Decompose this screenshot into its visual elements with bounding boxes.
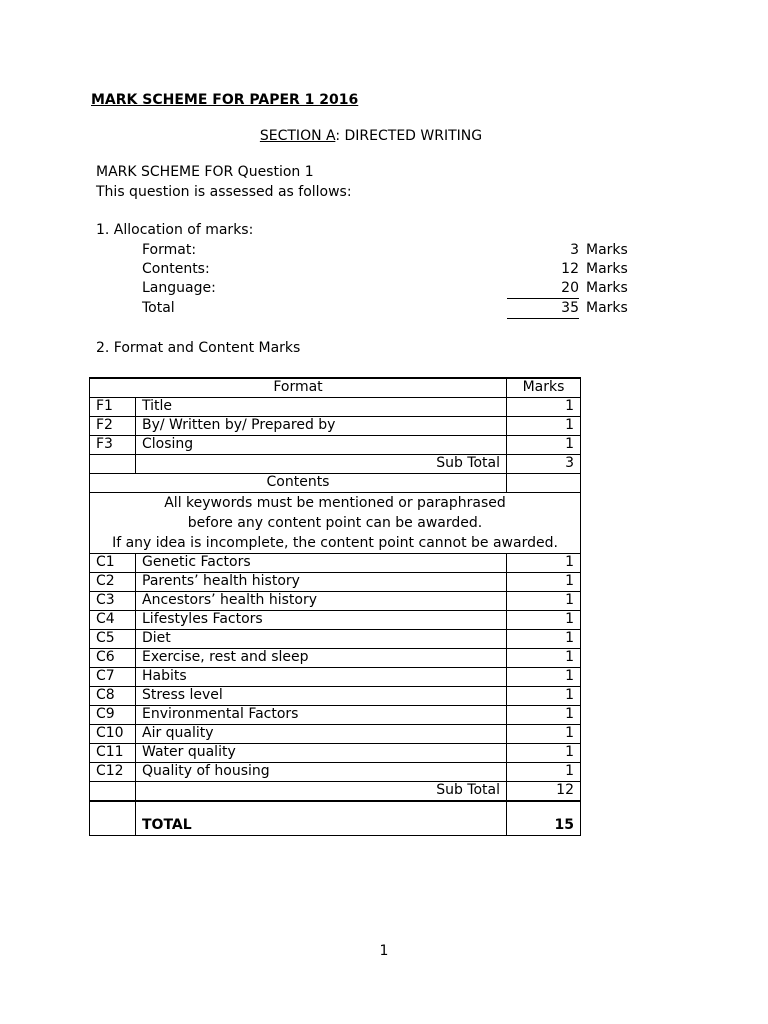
item-description: Diet — [136, 630, 507, 649]
item-code: C5 — [90, 630, 136, 649]
allocation-unit: Marks — [586, 242, 628, 258]
subtotal-value: 3 — [507, 455, 581, 474]
section-title: : DIRECTED WRITING — [335, 128, 483, 144]
item-code: C6 — [90, 649, 136, 668]
allocation-unit: Marks — [586, 280, 628, 296]
table-header-row — [90, 378, 581, 398]
marks-header: Marks — [507, 378, 581, 398]
total-label: TOTAL — [136, 801, 507, 836]
page-title: MARK SCHEME FOR PAPER 1 2016 — [91, 92, 359, 108]
item-description: Lifestyles Factors — [136, 611, 507, 630]
item-description: Stress level — [136, 687, 507, 706]
allocation-label: Contents: — [142, 261, 210, 277]
item-marks: 1 — [507, 725, 581, 744]
subtotal-label: Sub Total — [136, 455, 507, 474]
item-marks: 1 — [507, 649, 581, 668]
item-description: Air quality — [136, 725, 507, 744]
subtotal-value: 12 — [507, 782, 581, 802]
table-row — [90, 649, 581, 668]
item-code: C11 — [90, 744, 136, 763]
question-heading: MARK SCHEME FOR Question 1 — [96, 164, 314, 180]
format-content-heading: 2. Format and Content Marks — [96, 340, 301, 356]
note-line: If any idea is incomplete, the content point cannot be awarded. — [112, 535, 558, 551]
empty-cell — [507, 474, 581, 493]
item-code: C12 — [90, 763, 136, 782]
subtotal-label: Sub Total — [136, 782, 507, 802]
total-rule — [507, 318, 579, 319]
marks-table — [89, 377, 581, 836]
empty-cell — [90, 455, 136, 474]
table-row — [90, 554, 581, 573]
contents-header: Contents — [90, 474, 507, 493]
note-line: All keywords must be mentioned or paraphrased — [164, 495, 506, 511]
item-marks: 1 — [507, 668, 581, 687]
item-marks: 1 — [507, 592, 581, 611]
table-row — [90, 417, 581, 436]
table-row — [90, 668, 581, 687]
item-code: C10 — [90, 725, 136, 744]
allocation-value: 12 — [561, 261, 579, 277]
assessed-text: This question is assessed as follows: — [96, 184, 352, 200]
allocation-value: 3 — [570, 242, 579, 258]
item-code: C7 — [90, 668, 136, 687]
note-line: before any content point can be awarded. — [187, 515, 483, 531]
allocation-row-format — [142, 242, 632, 261]
item-code: C8 — [90, 687, 136, 706]
table-row — [90, 398, 581, 417]
item-marks: 1 — [507, 573, 581, 592]
item-marks: 1 — [507, 398, 581, 417]
item-description: Title — [136, 398, 507, 417]
item-code: C1 — [90, 554, 136, 573]
table-row — [90, 725, 581, 744]
allocation-label: Language: — [142, 280, 216, 296]
item-marks: 1 — [507, 417, 581, 436]
item-marks: 1 — [507, 687, 581, 706]
item-description: Exercise, rest and sleep — [136, 649, 507, 668]
total-value: 15 — [507, 801, 581, 836]
item-marks: 1 — [507, 436, 581, 455]
allocation-label: Total — [142, 300, 175, 316]
item-code: C9 — [90, 706, 136, 725]
table-row — [90, 436, 581, 455]
format-subtotal-row — [90, 455, 581, 474]
item-marks: 1 — [507, 554, 581, 573]
item-code: C3 — [90, 592, 136, 611]
item-code: C2 — [90, 573, 136, 592]
item-description: Environmental Factors — [136, 706, 507, 725]
item-marks: 1 — [507, 611, 581, 630]
total-row — [90, 801, 581, 836]
sum-rule — [507, 298, 579, 299]
table-row — [90, 706, 581, 725]
allocation-value: 20 — [561, 280, 579, 296]
item-description: By/ Written by/ Prepared by — [136, 417, 507, 436]
item-code: F3 — [90, 436, 136, 455]
item-marks: 1 — [507, 744, 581, 763]
table-row — [90, 744, 581, 763]
table-row — [90, 573, 581, 592]
item-description: Habits — [136, 668, 507, 687]
item-code: F1 — [90, 398, 136, 417]
table-row — [90, 687, 581, 706]
item-description: Ancestors’ health history — [136, 592, 507, 611]
allocation-row-total — [142, 300, 632, 319]
section-heading — [0, 128, 742, 145]
item-code: C4 — [90, 611, 136, 630]
allocation-heading: 1. Allocation of marks: — [96, 222, 254, 238]
allocation-unit: Marks — [586, 300, 628, 316]
format-header: Format — [90, 378, 507, 398]
item-marks: 1 — [507, 630, 581, 649]
item-code: F2 — [90, 417, 136, 436]
item-marks: 1 — [507, 706, 581, 725]
table-row — [90, 763, 581, 782]
contents-note-row — [90, 493, 581, 554]
contents-note — [90, 493, 581, 554]
empty-cell — [90, 782, 136, 802]
allocation-unit: Marks — [586, 261, 628, 277]
item-description: Quality of housing — [136, 763, 507, 782]
table-row — [90, 611, 581, 630]
contents-header-row — [90, 474, 581, 493]
item-description: Genetic Factors — [136, 554, 507, 573]
allocation-row-contents — [142, 261, 632, 280]
content-subtotal-row — [90, 782, 581, 802]
table-row — [90, 592, 581, 611]
allocation-row-language — [142, 280, 632, 299]
allocation-value: 35 — [561, 300, 579, 316]
item-marks: 1 — [507, 763, 581, 782]
item-description: Closing — [136, 436, 507, 455]
table-row — [90, 630, 581, 649]
section-label: SECTION A — [259, 128, 336, 144]
allocation-label: Format: — [142, 242, 197, 258]
item-description: Water quality — [136, 744, 507, 763]
item-description: Parents’ health history — [136, 573, 507, 592]
empty-cell — [90, 801, 136, 836]
page-number: 1 — [379, 943, 389, 959]
